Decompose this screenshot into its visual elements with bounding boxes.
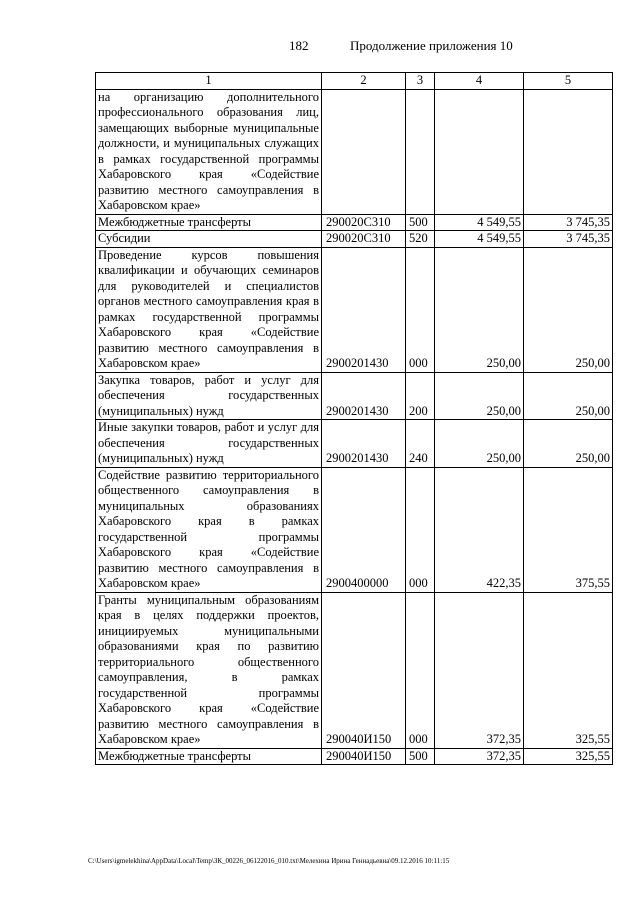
file-path-footer: C:\Users\igmelekhina\AppData\Local\Temp\ЗК_00226_06122016_010.txt\Мелехина Ирина Геннадьевна\09.12.2016 10:11:15 <box>88 857 450 865</box>
row-value-2: 3 745,35 <box>524 231 613 248</box>
table-row <box>96 592 613 748</box>
row-value-2: 375,55 <box>524 467 613 592</box>
row-name: Содействие развитию территориального общественного самоуправления в муниципальных образованиях Хабаровского края в рамках государственной программы Хабаровского края «Содействие развитию местного самоуправления в Хабаровском крае» <box>96 467 322 592</box>
row-name: Закупка товаров, работ и услуг для обеспечения государственных (муниципальных) нужд <box>96 372 322 420</box>
row-value-2: 250,00 <box>524 247 613 372</box>
row-code: 2900201430 <box>322 420 406 468</box>
column-header: 3 <box>406 73 435 90</box>
budget-table <box>95 72 613 765</box>
table-row <box>96 231 613 248</box>
row-name: Проведение курсов повышения квалификации и обучающих семинаров для руководителей и специалистов органов местного самоуправления края в рамках государственной программы Хабаровского края «Содействие развитию местного самоуправления в Хабаровском крае» <box>96 247 322 372</box>
row-expense-type: 200 <box>406 372 435 420</box>
row-code: 2900400000 <box>322 467 406 592</box>
row-expense-type: 240 <box>406 420 435 468</box>
table-row <box>96 467 613 592</box>
row-expense-type: 500 <box>406 748 435 765</box>
table-row <box>96 420 613 468</box>
appendix-title: Продолжение приложения 10 <box>350 38 513 53</box>
row-expense-type: 000 <box>406 467 435 592</box>
row-value-2: 325,55 <box>524 592 613 748</box>
row-name: Межбюджетные трансферты <box>96 214 322 231</box>
row-value-1: 422,35 <box>435 467 524 592</box>
row-code: 290020С310 <box>322 231 406 248</box>
row-code: 2900201430 <box>322 372 406 420</box>
row-value-1: 4 549,55 <box>435 214 524 231</box>
table-row <box>96 214 613 231</box>
row-value-1: 250,00 <box>435 247 524 372</box>
row-expense-type: 520 <box>406 231 435 248</box>
row-value-1: 4 549,55 <box>435 231 524 248</box>
row-name: Межбюджетные трансферты <box>96 748 322 765</box>
row-name: Иные закупки товаров, работ и услуг для обеспечения государственных (муниципальных) нужд <box>96 420 322 468</box>
row-value-1 <box>435 89 524 214</box>
row-value-1: 372,35 <box>435 592 524 748</box>
row-code: 290040И150 <box>322 592 406 748</box>
row-expense-type <box>406 89 435 214</box>
row-name: Субсидии <box>96 231 322 248</box>
row-value-2 <box>524 89 613 214</box>
row-code: 290020С310 <box>322 214 406 231</box>
table-row <box>96 89 613 214</box>
row-value-2: 250,00 <box>524 420 613 468</box>
row-value-1: 250,00 <box>435 420 524 468</box>
row-value-2: 325,55 <box>524 748 613 765</box>
row-code <box>322 89 406 214</box>
row-expense-type: 000 <box>406 247 435 372</box>
table-row <box>96 247 613 372</box>
row-name: на организацию дополнительного профессионального образования лиц, замещающих выборные муниципальные должности, и муниципальных служащих в рамках государственной программы Хабаровского края «Содействие развитию местного самоуправления в Хабаровском крае» <box>96 89 322 214</box>
column-header: 2 <box>322 73 406 90</box>
table-row <box>96 372 613 420</box>
row-value-1: 250,00 <box>435 372 524 420</box>
table-header-row <box>96 73 613 90</box>
page-header <box>0 38 640 56</box>
table-row <box>96 748 613 765</box>
row-expense-type: 000 <box>406 592 435 748</box>
row-value-2: 3 745,35 <box>524 214 613 231</box>
row-expense-type: 500 <box>406 214 435 231</box>
column-header: 5 <box>524 73 613 90</box>
row-code: 290040И150 <box>322 748 406 765</box>
row-value-1: 372,35 <box>435 748 524 765</box>
row-code: 2900201430 <box>322 247 406 372</box>
column-header: 4 <box>435 73 524 90</box>
row-name: Гранты муниципальным образованиям края в целях поддержки проектов, инициируемых муниципальными образованиями края по развитию территориального общественного самоуправления, в рамках государственной программы Хабаровского края «Содействие развитию местного самоуправления в Хабаровском крае» <box>96 592 322 748</box>
column-header: 1 <box>96 73 322 90</box>
page-number: 182 <box>289 38 309 53</box>
row-value-2: 250,00 <box>524 372 613 420</box>
